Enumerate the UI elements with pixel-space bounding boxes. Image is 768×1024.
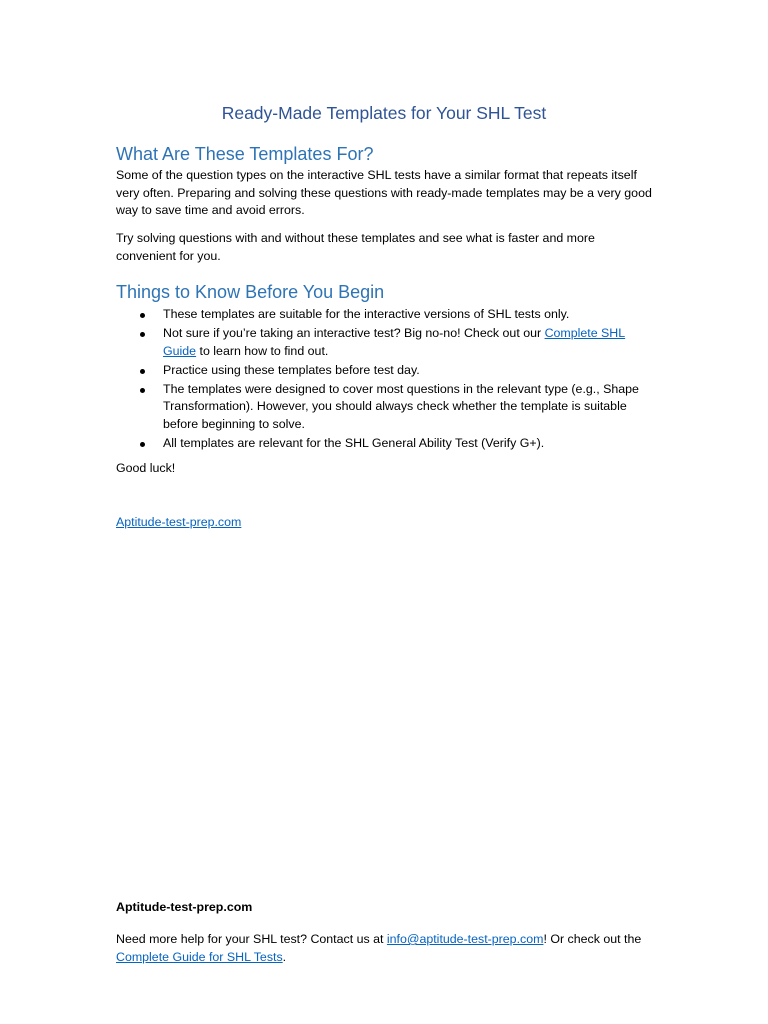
paragraph-intro: Some of the question types on the interactive SHL tests have a similar format that repeats itself very often. Preparing and solving these questions with ready-made templates may be a very good way to save time and avoid errors. [116, 168, 652, 217]
list-item-text: The templates were designed to cover most questions in the relevant type (e.g., Shape Transformation). However, you should always check whether the template is suitable before beginning to solve. [163, 381, 639, 431]
complete-guide-link[interactable]: Complete Guide for SHL Tests [116, 949, 283, 964]
closing-text: Good luck! [116, 461, 176, 475]
site-link-paragraph [116, 514, 652, 532]
bullet-icon [140, 388, 145, 393]
list-item-text: Practice using these templates before test day. [163, 362, 420, 377]
list-item [116, 435, 652, 453]
bullet-icon [140, 369, 145, 374]
section-heading-before-you-begin: Things to Know Before You Begin [116, 282, 385, 302]
email-link[interactable]: info@aptitude-test-prep.com [386, 932, 544, 946]
bullet-icon [140, 313, 145, 318]
tips-list [116, 306, 652, 454]
list-item-text: All templates are relevant for the SHL General Ability Test (Verify G+). [163, 435, 545, 450]
footer-contact-text [116, 931, 652, 966]
document-page [116, 0, 652, 1024]
list-item-text: to learn how to find out. [196, 343, 329, 358]
footer-brand: Aptitude-test-prep.com [116, 900, 253, 914]
footer-text: ! Or check out the [543, 932, 642, 946]
list-item [116, 325, 652, 360]
list-item [116, 306, 652, 324]
bullet-icon [140, 442, 145, 447]
list-item-text: Not sure if you’re taking an interactive test? Big no-no! Check out our [163, 326, 545, 340]
complete-shl-guide-link[interactable]: Complete SHL Guide [163, 326, 626, 358]
section-heading-templates-purpose: What Are These Templates For? [116, 144, 374, 164]
document-title: Ready-Made Templates for Your SHL Test [221, 103, 547, 123]
list-item-text: These templates are suitable for the interactive versions of SHL tests only. [163, 307, 570, 321]
footer-text: . [282, 949, 287, 964]
list-item [116, 362, 652, 380]
list-item [116, 381, 652, 434]
aptitude-site-link[interactable]: Aptitude-test-prep.com [116, 515, 242, 529]
bullet-icon [140, 332, 145, 337]
paragraph-try-solving: Try solving questions with and without these templates and see what is faster and more convenient for you. [116, 231, 595, 263]
footer-text: Need more help for your SHL test? Contact us at [116, 932, 387, 946]
